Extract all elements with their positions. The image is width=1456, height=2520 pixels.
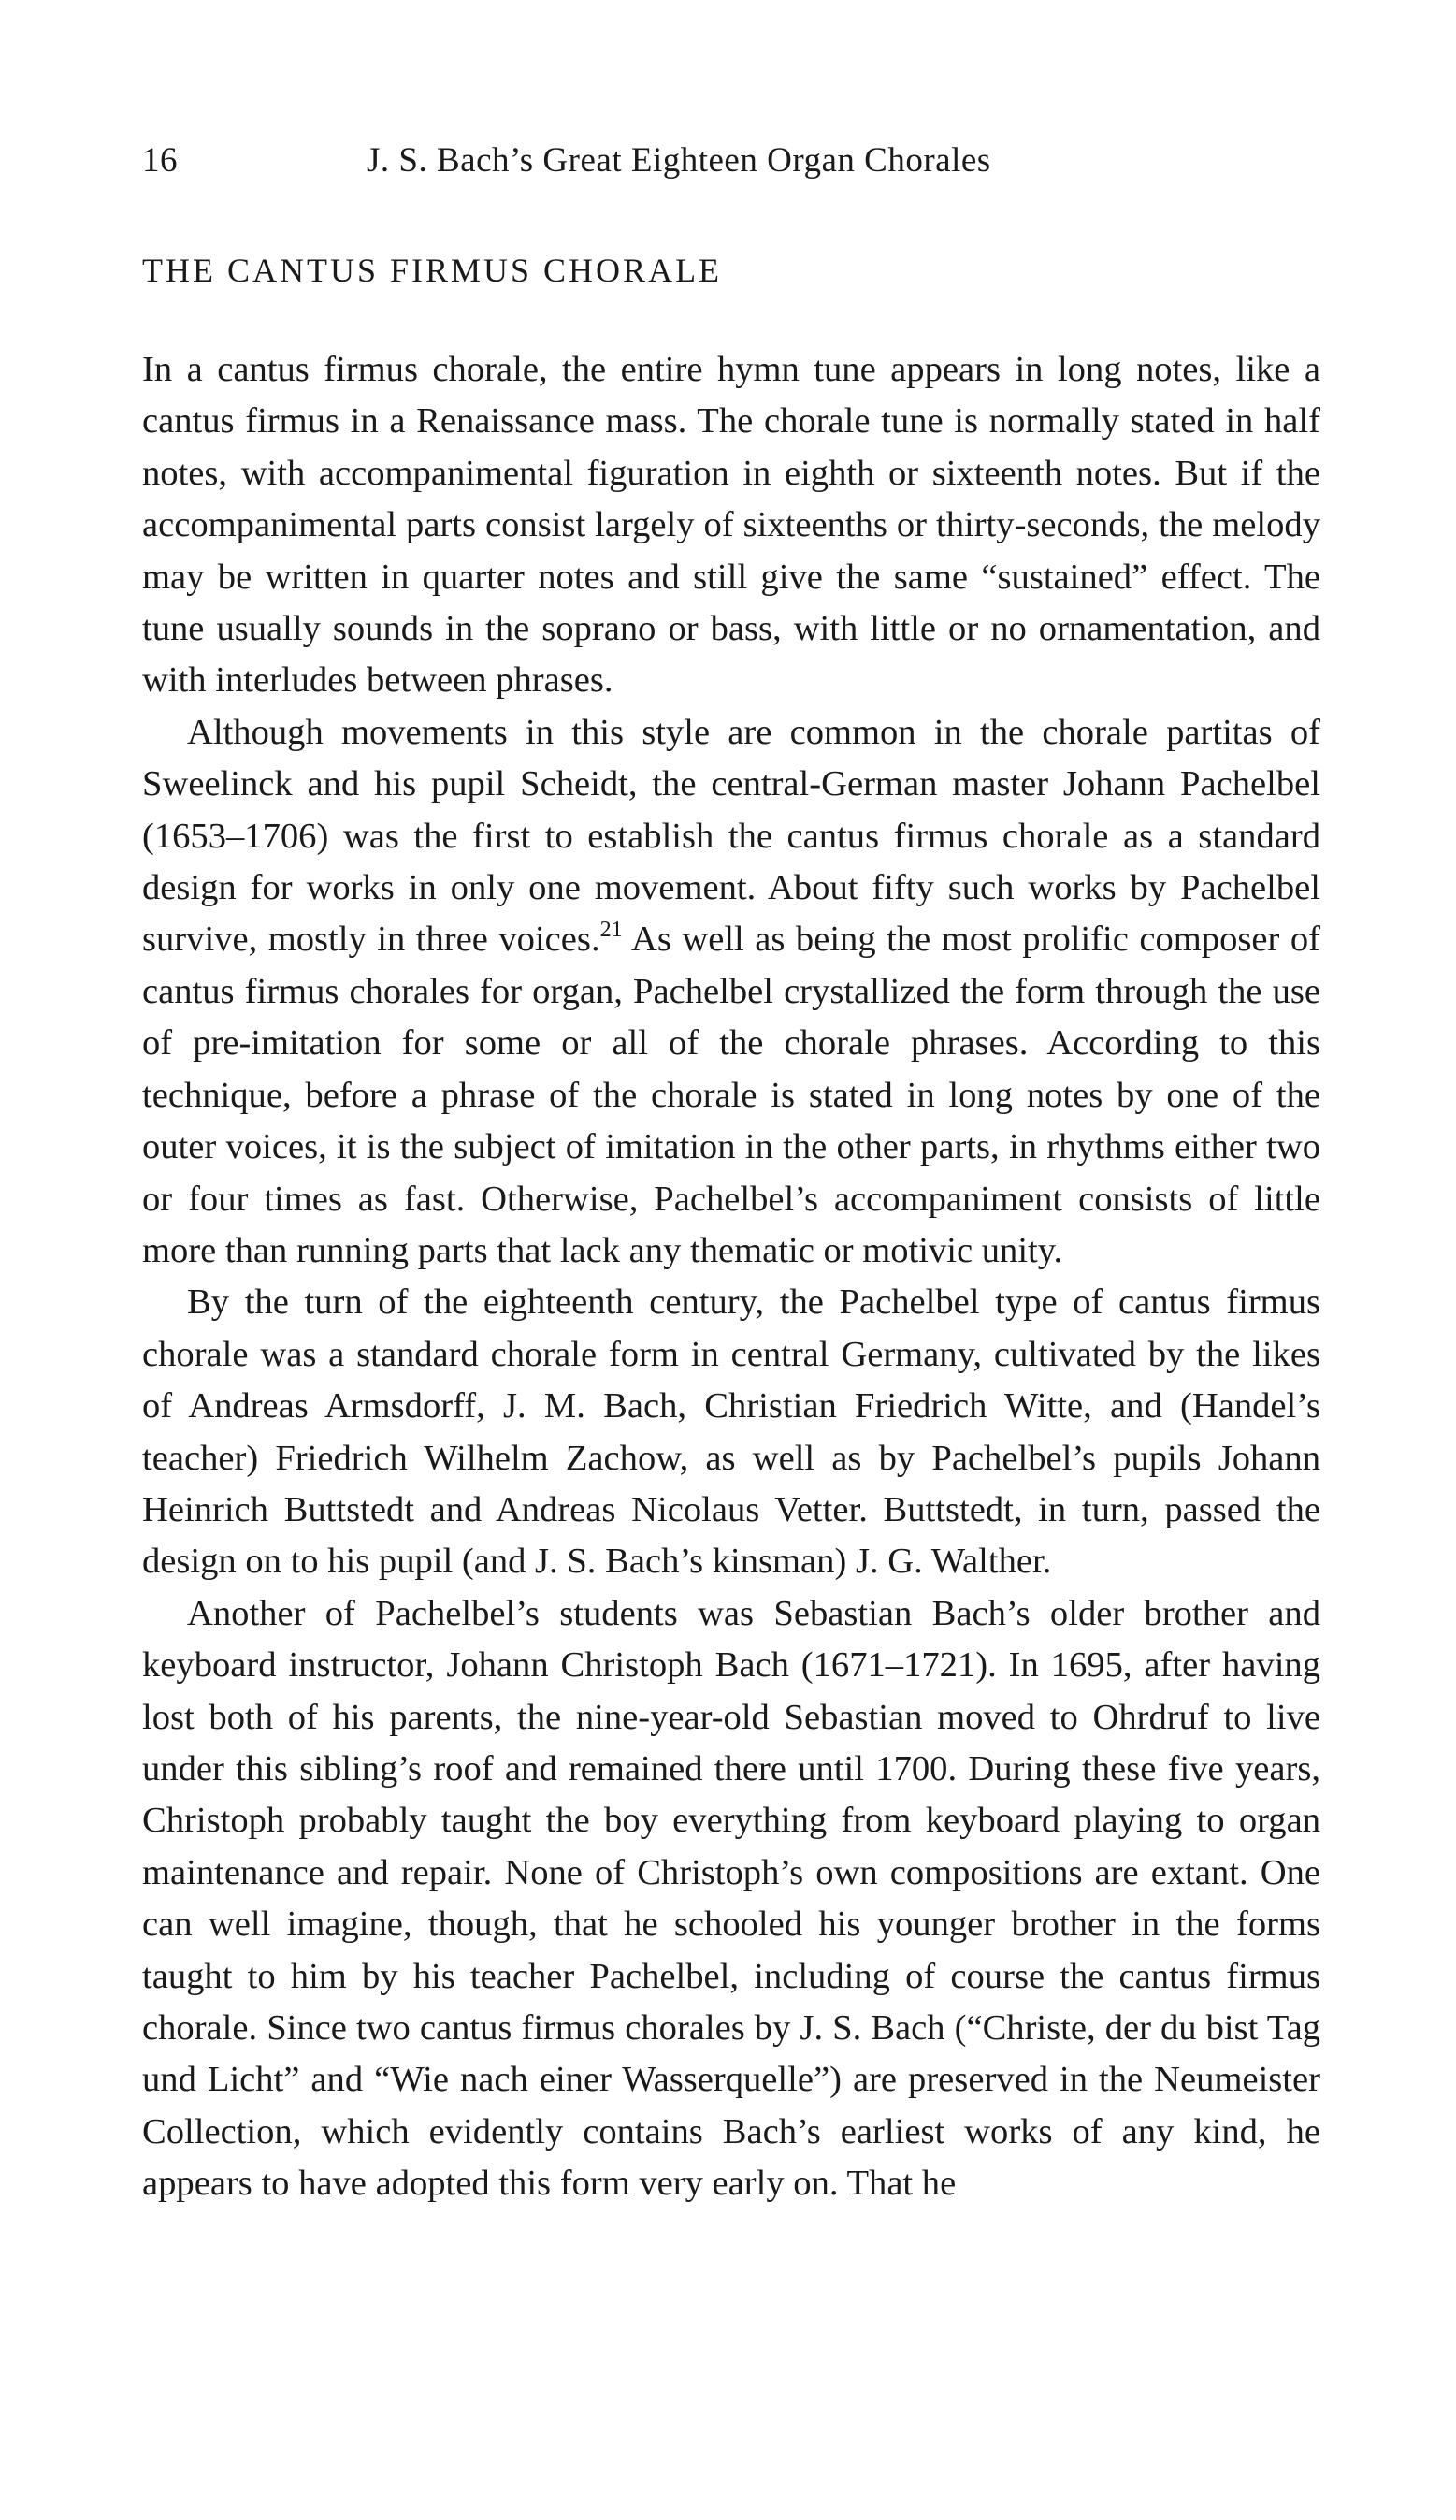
paragraph-4: Another of Pachelbel’s students was Sebastian Bach’s older brother and keyboard instructor, Johann Christoph Bach (1671–1721). In 1695, after having lost both of his parents, the nine-year-old Sebastian moved to Ohrdruf to live under this sibling’s roof and remained there until 1700. During these five years, Christoph probably taught the boy everything from keyboard playing to organ maintenance and repair. None of Christoph’s own compositions are extant. One can well imagine, though, that he schooled his younger brother in the forms taught to him by his teacher Pachelbel, including of course the cantus firmus chorale. Since two cantus firmus chorales by J. S. Bach (“Christe, der du bist Tag und Licht” and “Wie nach einer Wasserquelle”) are preserved in the Neumeister Collection, which evidently contains Bach’s earliest works of any kind, he appears to have adopted this form very early on. That he (142, 1593, 1320, 2204)
page-number: 16 (142, 141, 178, 180)
body-text (142, 344, 1320, 2210)
paragraph-1: In a cantus firmus chorale, the entire hymn tune appears in long notes, like a cantus firmus in a Renaissance mass. The chorale tune is normally stated in half notes, with accompanimental figuration in eighth or sixteenth notes. But if the accompanimental parts consist largely of sixteenths or thirty-seconds, the melody may be written in quarter notes and still give the same “sustained” effect. The tune usually sounds in the soprano or bass, with little or no ornamentation, and with interludes between phrases. (142, 350, 1320, 701)
book-title: J. S. Bach’s Great Eighteen Organ Chorales (367, 141, 991, 180)
paragraph-2-text-b: As well as being the most prolific composer of cantus firmus chorales for organ, Pachelbel crystallized the form through the use of pre-imitation for some or all of the chorale phrases. According to this technique, before a phrase of the chorale is stated in long notes by one of the outer voices, it is the subject of imitation in the other parts, in rhythms either two or four times as fast. Otherwise, Pachelbel’s accompaniment consists of little more than running parts that lack any thematic or motivic unity. (142, 920, 1320, 1270)
section-heading: THE CANTUS FIRMUS CHORALE (142, 252, 723, 289)
footnote-reference: 21 (599, 918, 623, 943)
paragraph-3: By the turn of the eighteenth century, the Pachelbel type of cantus firmus chorale was a standard chorale form in central Germany, cultivated by the likes of Andreas Armsdorff, J. M. Bach, Christian Friedrich Witte, and (Handel’s teacher) Friedrich Wilhelm Zachow, as well as by Pachelbel’s pupils Johann Heinrich Buttstedt and Andreas Nicolaus Vetter. Buttstedt, in turn, passed the design on to his pupil (and J. S. Bach’s kinsman) J. G. Walther. (142, 1282, 1320, 1582)
paragraph-2-text-a: Although movements in this style are common in the chorale partitas of Sweelinck and his pupil Scheidt, the central-German master Johann Pachelbel (1653–1706) was the first to establish the cantus firmus chorale as a standard design for works in only one movement. About fifty such works by Pachelbel survive, mostly in three voices. (142, 712, 1320, 960)
paragraph-2 (142, 707, 1320, 1277)
running-head (142, 140, 1320, 187)
